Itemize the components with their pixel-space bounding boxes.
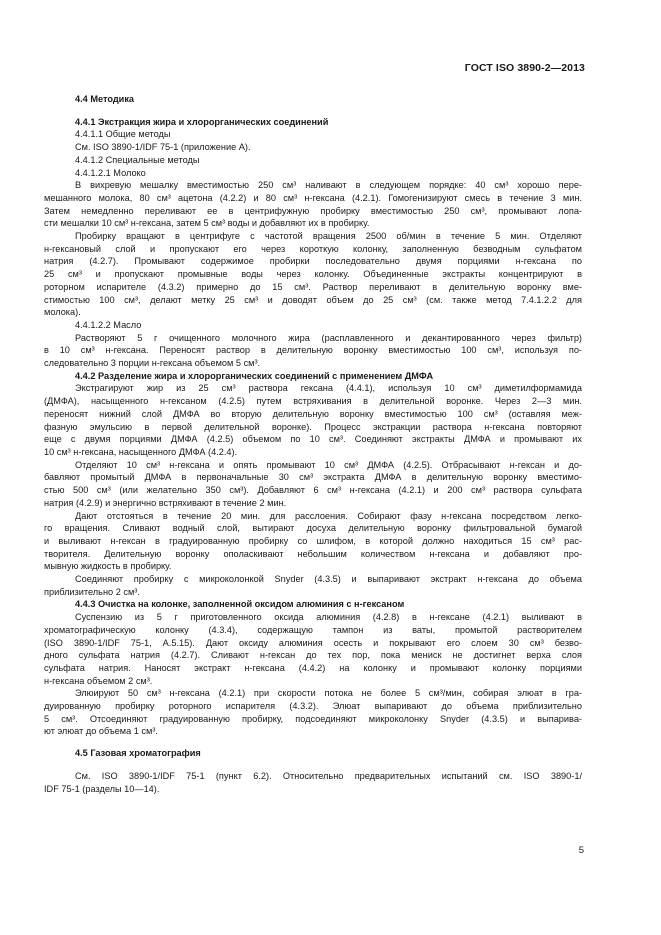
- paragraph-line: IDF 75-1 (разделы 10—14).: [44, 783, 160, 794]
- paragraph-line: Экстрагируют жир из 25 см³ раствора гексана (4.4.1), используя 10 см³ диметилформамида: [75, 383, 582, 394]
- paragraph-line: Затем немедленно переливают ее в центрифужную пробирку вместимостью 250 см³, промывают лопа-: [44, 205, 582, 216]
- paragraph: [44, 573, 582, 598]
- paragraph: [44, 687, 582, 738]
- paragraph: [44, 770, 582, 795]
- paragraph-line: го вращения. Сливают водный слой, вытирают досуха делительную воронку фильтровальной бумагой: [44, 523, 582, 534]
- paragraph-line: Дают отстояться в течение 20 мин. для расслоения. Собирают фазу н-гексана посредством легко-: [75, 510, 582, 521]
- paragraph-line: дного сульфата натрия (4.2.7). Сливают н-гексан до тех пор, пока мениск не достигнет верха слоя: [44, 650, 582, 661]
- paragraph-line: натрия (4.2.7). Промывают содержимое пробирки последовательно двумя порциями н-гексана по: [44, 256, 582, 267]
- text-line: 4.4.1.2.1 Молоко: [75, 167, 146, 178]
- paragraph-line: приблизительно 2 см³.: [44, 586, 140, 597]
- document-body: [44, 93, 582, 795]
- paragraph-line: мешанного молока, 80 см³ ацетона (4.2.2) и 80 см³ н-гексана (4.2.1). Гомогенизируют смесь в течение 3 мин.: [44, 192, 582, 203]
- section-heading: 4.5 Газовая хроматография: [75, 748, 201, 759]
- paragraph-line: н-гексана объемом 2 см³.: [44, 675, 153, 686]
- paragraph-line: в 10 см³ н-гексана. Переносят раствор в делительную воронку вместимостью 100 см³, используя по-: [44, 345, 582, 356]
- paragraph-line: Растворяют 5 г очищенного молочного жира (расплавленного и декантированного через фильтр): [75, 332, 582, 343]
- paragraph-line: Отделяют 10 см³ н-гексана и опять промывают 10 см³ ДМФА (4.2.5). Отбрасывают н-гексан и до-: [75, 459, 582, 470]
- subsection-heading: 4.4.2 Разделение жира и хлорорганических соединений с применением ДМФА: [75, 370, 434, 381]
- paragraph-line: молока).: [44, 307, 81, 318]
- paragraph-line: Соединяют пробирку с микроколонкой Snyder (4.3.5) и выпаривают экстракт н-гексана до объема: [75, 574, 582, 585]
- text-line: 4.4.1.2 Специальные методы: [75, 154, 200, 165]
- paragraph: [44, 459, 582, 510]
- paragraph-line: (ДМФА), насыщенного н-гексаном (4.2.5) путем встряхивания в делительной воронке. Через 2—3 мин.: [44, 396, 582, 407]
- paragraph-line: стимостью 100 см³, делают метку 25 см³ и доводят объем до 25 см³ (см. также метод 7.4.1.2.2 для: [44, 294, 582, 305]
- paragraph-line: следовательно 3 порции н-гексана объемом 5 см³.: [44, 358, 261, 369]
- paragraph-line: бавляют промытый ДМФА в первоначальные 30 см³ экстракта ДМФА в делительную воронку вместимо-: [44, 472, 582, 483]
- paragraph-line: еще с двумя порциями ДМФА (4.2.5) объемом по 10 см³. Соединяют экстракты ДМФА и промывают их: [44, 434, 582, 445]
- paragraph: [44, 611, 582, 687]
- paragraph-line: мывную жидкость в пробирку.: [44, 561, 172, 572]
- paragraph-line: Элюируют 50 см³ н-гексана (4.2.1) при скорости потока не более 5 см³/мин, собирая элюат в гра-: [75, 688, 582, 699]
- paragraph-line: и выливают н-гексан в градуированную пробирку со шлифом, в которой должно находиться 15 см³ рас-: [44, 535, 582, 546]
- section-gap: [75, 738, 582, 747]
- paragraph-line: См. ISO 3890-1/IDF 75-1 (пункт 6.2). Относительно предварительных испытаний см. ISO 3890-1/: [75, 770, 582, 781]
- paragraph-line: В вихревую мешалку вместимостью 250 см³ наливают в следующем порядке: 40 см³ хорошо пере-: [75, 180, 582, 191]
- text-line: См. ISO 3890-1/IDF 75-1 (приложение А).: [75, 142, 251, 153]
- paragraph: [44, 382, 582, 458]
- standard-header: ГОСТ ISO 3890-2—2013: [464, 62, 585, 74]
- text-line: 4.4.1.2.2 Масло: [75, 319, 142, 330]
- subsection-heading: 4.4.3 Очистка на колонке, заполненной оксидом алюминия с н-гексаном: [75, 599, 405, 610]
- paragraph: [44, 230, 582, 319]
- paragraph-line: 5 см³. Отсоединяют градуированную пробирку, подсоединяют микроколонку Snyder (4.3.5) и выпарива-: [44, 713, 582, 724]
- paragraph: [44, 179, 582, 230]
- paragraph-line: (ISO 3890-1/IDF 75-1, А.5.15). Дают оксиду алюминия осесть и покрывают его слоем 30 см³ безво-: [44, 637, 582, 648]
- paragraph-line: ют элюат до объема 1 см³.: [44, 726, 158, 737]
- subsection-heading: 4.4.1 Экстракция жира и хлорорганических соединений: [75, 116, 329, 127]
- paragraph-line: сти мешалки 10 см³ н-гексана, затем 5 см³ воды и добавляют их в пробирку.: [44, 218, 370, 229]
- paragraph-line: сульфата натрия. Наносят экстракт н-гексана (4.4.2) на колонку и промывают колонку порциями: [44, 662, 582, 673]
- paragraph-line: дуированную пробирку роторного испарителя (4.3.2). Элюат выпаривают до объема приблизительно: [44, 701, 582, 712]
- paragraph-line: переносят нижний слой ДМФА во вторую делительную воронку вместимостью 100 см³ (оставляя меж-: [44, 408, 582, 419]
- section-heading: 4.4 Методика: [75, 94, 135, 104]
- paragraph-line: Суспензию из 5 г приготовленного оксида алюминия (4.2.8) в н-гексане (4.2.1) выливают в: [75, 612, 582, 623]
- paragraph-line: н-гексановый слой и пропускают его через короткую колонку, заполненную безводным сульфатом: [44, 243, 582, 254]
- paragraph-line: Пробирку вращают в центрифуге с частотой вращения 2500 об/мин в течение 5 мин. Отделяют: [75, 231, 582, 242]
- paragraph-line: стью 500 см³ (или желательно 350 см³). Добавляют 6 см³ н-гексана (4.2.1) и 200 см³ раствора сульфата: [44, 485, 582, 496]
- paragraph-line: натрия (4.2.9) и энергично встряхивают в течение 2 мин.: [44, 497, 287, 508]
- paragraph-line: фазную эмульсию в первой делительной воронке). Процесс экстракции раствора н-гексана повторяют: [44, 421, 582, 432]
- paragraph-line: хроматографическую колонку (4.3.4), содержащую тампон из ваты, промытой растворителем: [44, 624, 582, 635]
- paragraph-line: роторном испарителе (4.3.2) примерно до 15 см³. Раствор переливают в делительную воронку вме-: [44, 281, 582, 292]
- paragraph-line: творителя. Делительную воронку ополаскивают небольшим количеством н-гексана и добавляют про-: [44, 548, 582, 559]
- paragraph-line: 25 см³ и пропускают промывные воды через колонку. Объединенные экстракты концентрируют в: [44, 269, 582, 280]
- paragraph: [44, 510, 582, 574]
- paragraph: [44, 332, 582, 370]
- paragraph-line: 10 см³ н-гексана, насыщенного ДМФА (4.2.4).: [44, 446, 238, 457]
- text-line: 4.4.1.1 Общие методы: [75, 129, 171, 140]
- page-number: 5: [578, 845, 584, 856]
